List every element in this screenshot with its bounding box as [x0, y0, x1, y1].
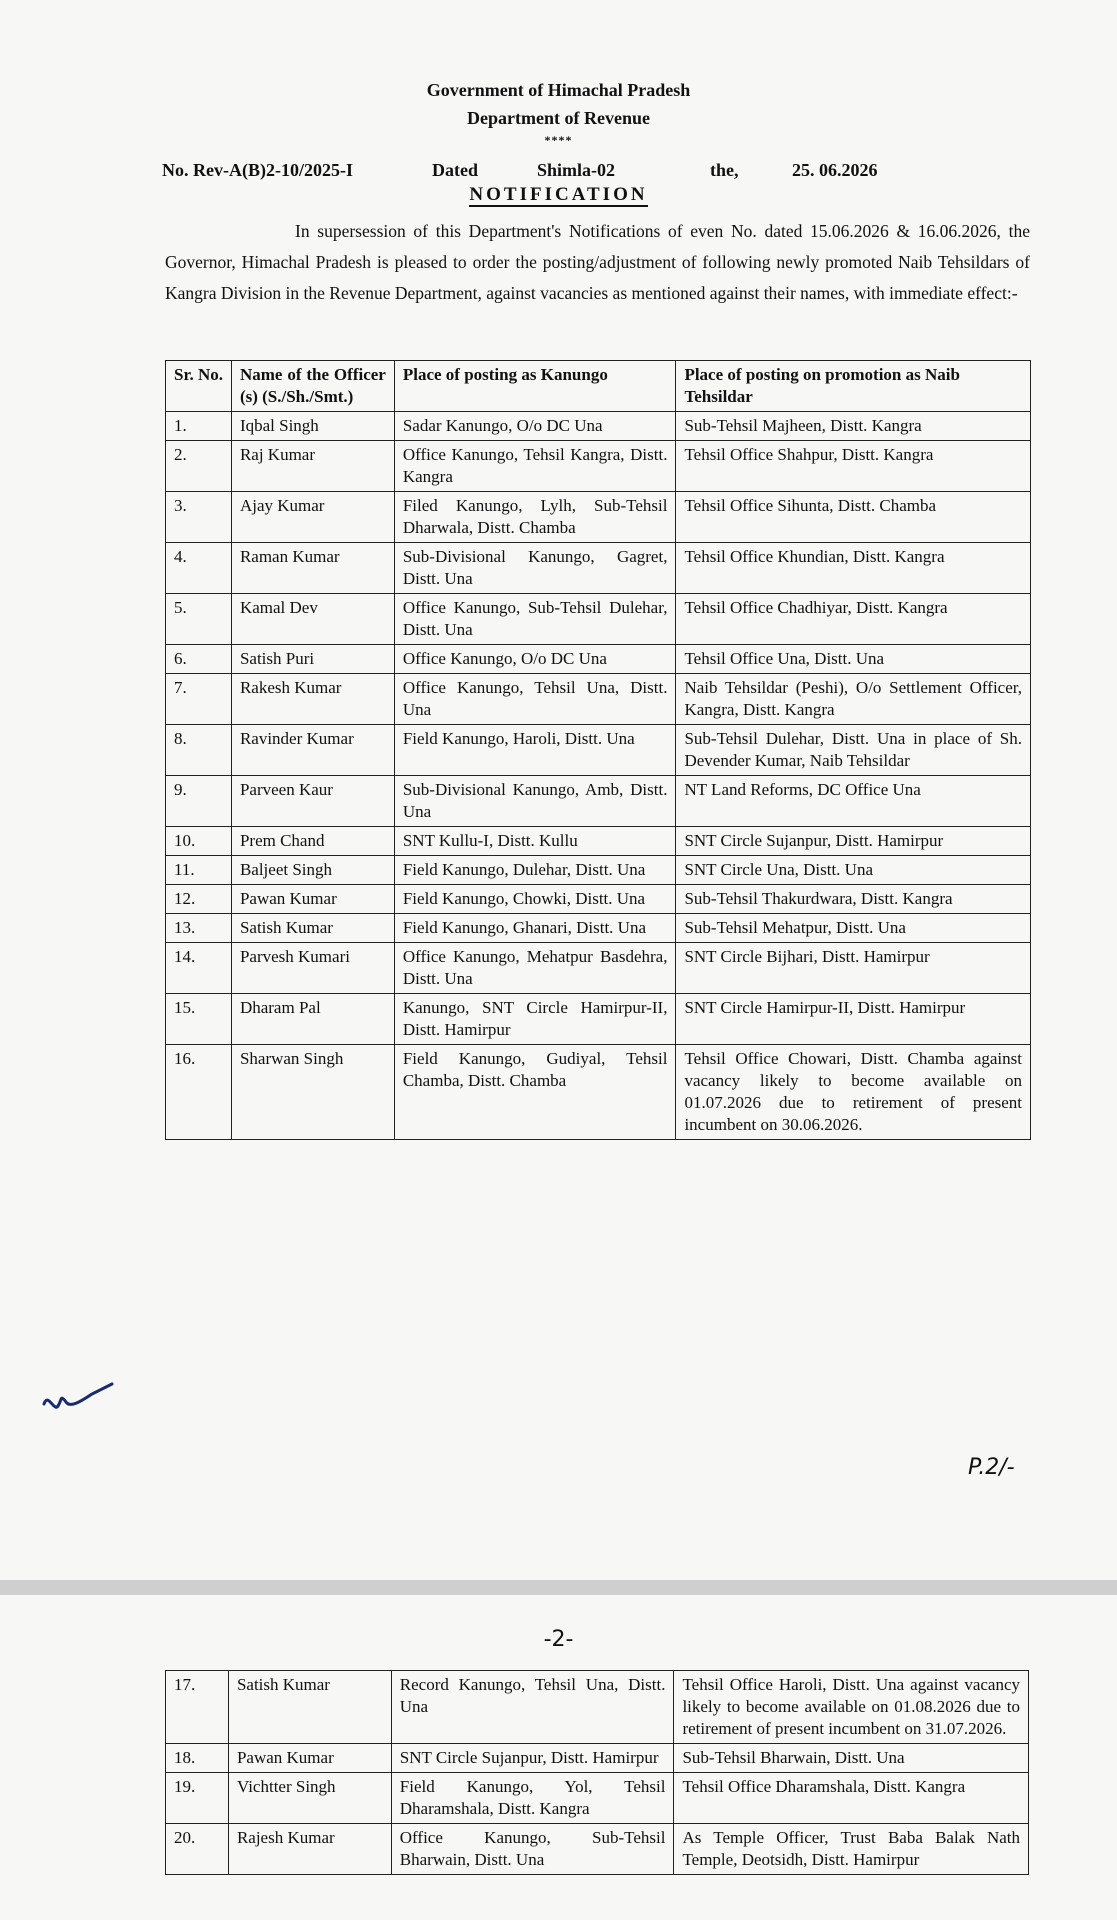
table-row: [166, 645, 1031, 674]
row-officer-name: Raj Kumar: [231, 441, 394, 492]
row-sr-no: 10.: [166, 827, 232, 856]
row-officer-name: Satish Kumar: [231, 914, 394, 943]
header-name: Name of the Officer (s) (S./Sh./Smt.): [231, 361, 394, 412]
table-row: [166, 827, 1031, 856]
row-kanungo-posting: Office Kanungo, Tehsil Kangra, Distt. Kangra: [394, 441, 676, 492]
row-promotion-posting: Tehsil Office Chowari, Distt. Chamba against vacancy likely to become available on 01.07.2026 due to retirement of present incumbent on 30.06.2026.: [676, 1045, 1031, 1140]
table-row: [166, 441, 1031, 492]
table-row: [166, 1045, 1031, 1140]
row-promotion-posting: Tehsil Office Chadhiyar, Distt. Kangra: [676, 594, 1031, 645]
stars-divider: ****: [544, 133, 573, 147]
row-promotion-posting: SNT Circle Sujanpur, Distt. Hamirpur: [676, 827, 1031, 856]
table-row: [166, 856, 1031, 885]
row-kanungo-posting: Office Kanungo, Sub-Tehsil Bharwain, Distt. Una: [391, 1824, 674, 1875]
next-page-marker: P.2/-: [968, 1455, 1015, 1480]
row-promotion-posting: Sub-Tehsil Bharwain, Distt. Una: [674, 1744, 1029, 1773]
table-row: [166, 914, 1031, 943]
row-officer-name: Raman Kumar: [231, 543, 394, 594]
row-promotion-posting: Naib Tehsildar (Peshi), O/o Settlement Officer, Kangra, Distt. Kangra: [676, 674, 1031, 725]
row-promotion-posting: As Temple Officer, Trust Baba Balak Nath Temple, Deotsidh, Distt. Hamirpur: [674, 1824, 1029, 1875]
department-heading: Department of Revenue: [467, 108, 650, 128]
table-row: [166, 1744, 1029, 1773]
row-kanungo-posting: Office Kanungo, O/o DC Una: [394, 645, 676, 674]
page-number: -2-: [543, 1627, 574, 1652]
row-kanungo-posting: Office Kanungo, Tehsil Una, Distt. Una: [394, 674, 676, 725]
row-promotion-posting: Tehsil Office Haroli, Distt. Una against vacancy likely to become available on 01.08.2026 due to retirement of present incumbent on 31.07.2026.: [674, 1671, 1029, 1744]
row-kanungo-posting: Sub-Divisional Kanungo, Amb, Distt. Una: [394, 776, 676, 827]
table-header-row: [166, 361, 1031, 412]
row-kanungo-posting: Office Kanungo, Mehatpur Basdehra, Distt. Una: [394, 943, 676, 994]
row-kanungo-posting: SNT Kullu-I, Distt. Kullu: [394, 827, 676, 856]
row-promotion-posting: Tehsil Office Sihunta, Distt. Chamba: [676, 492, 1031, 543]
row-officer-name: Satish Kumar: [228, 1671, 391, 1744]
row-kanungo-posting: Field Kanungo, Ghanari, Distt. Una: [394, 914, 676, 943]
place: Shimla-02: [537, 160, 616, 180]
row-officer-name: Parvesh Kumari: [231, 943, 394, 994]
table-row: [166, 492, 1031, 543]
row-sr-no: 6.: [166, 645, 232, 674]
row-officer-name: Rajesh Kumar: [228, 1824, 391, 1875]
row-officer-name: Kamal Dev: [231, 594, 394, 645]
row-promotion-posting: Sub-Tehsil Dulehar, Distt. Una in place of Sh. Devender Kumar, Naib Tehsildar: [676, 725, 1031, 776]
row-sr-no: 7.: [166, 674, 232, 725]
row-sr-no: 20.: [166, 1824, 229, 1875]
row-sr-no: 13.: [166, 914, 232, 943]
row-officer-name: Rakesh Kumar: [231, 674, 394, 725]
table-row: [166, 943, 1031, 994]
row-promotion-posting: Sub-Tehsil Majheen, Distt. Kangra: [676, 412, 1031, 441]
row-promotion-posting: Tehsil Office Una, Distt. Una: [676, 645, 1031, 674]
row-sr-no: 3.: [166, 492, 232, 543]
row-officer-name: Sharwan Singh: [231, 1045, 394, 1140]
intro-paragraph: In supersession of this Department's Notifications of even No. dated 15.06.2026 & 16.06.2026, the Governor, Himachal Pradesh is pleased to order the posting/adjustment of following newly promoted Naib Tehsildars of Kangra Division in the Revenue Department, against vacancies as mentioned against their names, with immediate effect:-: [165, 221, 1030, 303]
row-officer-name: Ravinder Kumar: [231, 725, 394, 776]
row-promotion-posting: Tehsil Office Shahpur, Distt. Kangra: [676, 441, 1031, 492]
row-officer-name: Ajay Kumar: [231, 492, 394, 543]
table-row: [166, 994, 1031, 1045]
table-row: [166, 776, 1031, 827]
row-promotion-posting: Sub-Tehsil Thakurdwara, Distt. Kangra: [676, 885, 1031, 914]
reference-number: No. Rev-A(B)2-10/2025-I: [162, 160, 353, 180]
row-officer-name: Pawan Kumar: [228, 1744, 391, 1773]
row-kanungo-posting: Field Kanungo, Haroli, Distt. Una: [394, 725, 676, 776]
row-sr-no: 4.: [166, 543, 232, 594]
header-promotion: Place of posting on promotion as Naib Tehsildar: [676, 361, 1031, 412]
row-officer-name: Dharam Pal: [231, 994, 394, 1045]
row-sr-no: 14.: [166, 943, 232, 994]
table-row: [166, 1671, 1029, 1744]
table-row: [166, 412, 1031, 441]
row-officer-name: Pawan Kumar: [231, 885, 394, 914]
row-kanungo-posting: Office Kanungo, Sub-Tehsil Dulehar, Distt. Una: [394, 594, 676, 645]
row-sr-no: 5.: [166, 594, 232, 645]
row-promotion-posting: Tehsil Office Khundian, Distt. Kangra: [676, 543, 1031, 594]
row-kanungo-posting: Kanungo, SNT Circle Hamirpur-II, Distt. Hamirpur: [394, 994, 676, 1045]
notification-title: NOTIFICATION: [469, 184, 648, 205]
row-kanungo-posting: Record Kanungo, Tehsil Una, Distt. Una: [391, 1671, 674, 1744]
notification-date: 25. 06.2026: [792, 160, 878, 180]
row-promotion-posting: Sub-Tehsil Mehatpur, Distt. Una: [676, 914, 1031, 943]
row-sr-no: 16.: [166, 1045, 232, 1140]
row-officer-name: Baljeet Singh: [231, 856, 394, 885]
row-officer-name: Iqbal Singh: [231, 412, 394, 441]
row-kanungo-posting: Field Kanungo, Dulehar, Distt. Una: [394, 856, 676, 885]
row-sr-no: 11.: [166, 856, 232, 885]
row-sr-no: 8.: [166, 725, 232, 776]
row-officer-name: Parveen Kaur: [231, 776, 394, 827]
row-officer-name: Satish Puri: [231, 645, 394, 674]
govt-heading: Government of Himachal Pradesh: [426, 80, 691, 100]
row-sr-no: 17.: [166, 1671, 229, 1744]
row-sr-no: 2.: [166, 441, 232, 492]
row-promotion-posting: Tehsil Office Dharamshala, Distt. Kangra: [674, 1773, 1029, 1824]
row-promotion-posting: NT Land Reforms, DC Office Una: [676, 776, 1031, 827]
row-kanungo-posting: Sadar Kanungo, O/o DC Una: [394, 412, 676, 441]
row-promotion-posting: SNT Circle Hamirpur-II, Distt. Hamirpur: [676, 994, 1031, 1045]
row-kanungo-posting: Filed Kanungo, Lylh, Sub-Tehsil Dharwala, Distt. Chamba: [394, 492, 676, 543]
table-row: [166, 1824, 1029, 1875]
header-kanungo: Place of posting as Kanungo: [394, 361, 676, 412]
header-sr: Sr. No.: [166, 361, 232, 412]
table-row: [166, 594, 1031, 645]
table-row: [166, 885, 1031, 914]
row-kanungo-posting: Sub-Divisional Kanungo, Gagret, Distt. Una: [394, 543, 676, 594]
dated-label: Dated: [432, 160, 478, 180]
signature-mark: [40, 1372, 120, 1422]
row-sr-no: 9.: [166, 776, 232, 827]
row-promotion-posting: SNT Circle Una, Distt. Una: [676, 856, 1031, 885]
table-row: [166, 674, 1031, 725]
row-promotion-posting: SNT Circle Bijhari, Distt. Hamirpur: [676, 943, 1031, 994]
table-row: [166, 725, 1031, 776]
row-officer-name: Prem Chand: [231, 827, 394, 856]
row-kanungo-posting: Field Kanungo, Yol, Tehsil Dharamshala, Distt. Kangra: [391, 1773, 674, 1824]
row-officer-name: Vichtter Singh: [228, 1773, 391, 1824]
page-2: [0, 1595, 1117, 1920]
row-sr-no: 15.: [166, 994, 232, 1045]
row-sr-no: 18.: [166, 1744, 229, 1773]
row-kanungo-posting: SNT Circle Sujanpur, Distt. Hamirpur: [391, 1744, 674, 1773]
row-sr-no: 1.: [166, 412, 232, 441]
table-row: [166, 1773, 1029, 1824]
row-kanungo-posting: Field Kanungo, Chowki, Distt. Una: [394, 885, 676, 914]
posting-table: [165, 360, 1031, 1140]
row-kanungo-posting: Field Kanungo, Gudiyal, Tehsil Chamba, Distt. Chamba: [394, 1045, 676, 1140]
the-label: the,: [710, 160, 739, 180]
row-sr-no: 12.: [166, 885, 232, 914]
posting-table-continued: [165, 1670, 1029, 1875]
table-row: [166, 543, 1031, 594]
row-sr-no: 19.: [166, 1773, 229, 1824]
